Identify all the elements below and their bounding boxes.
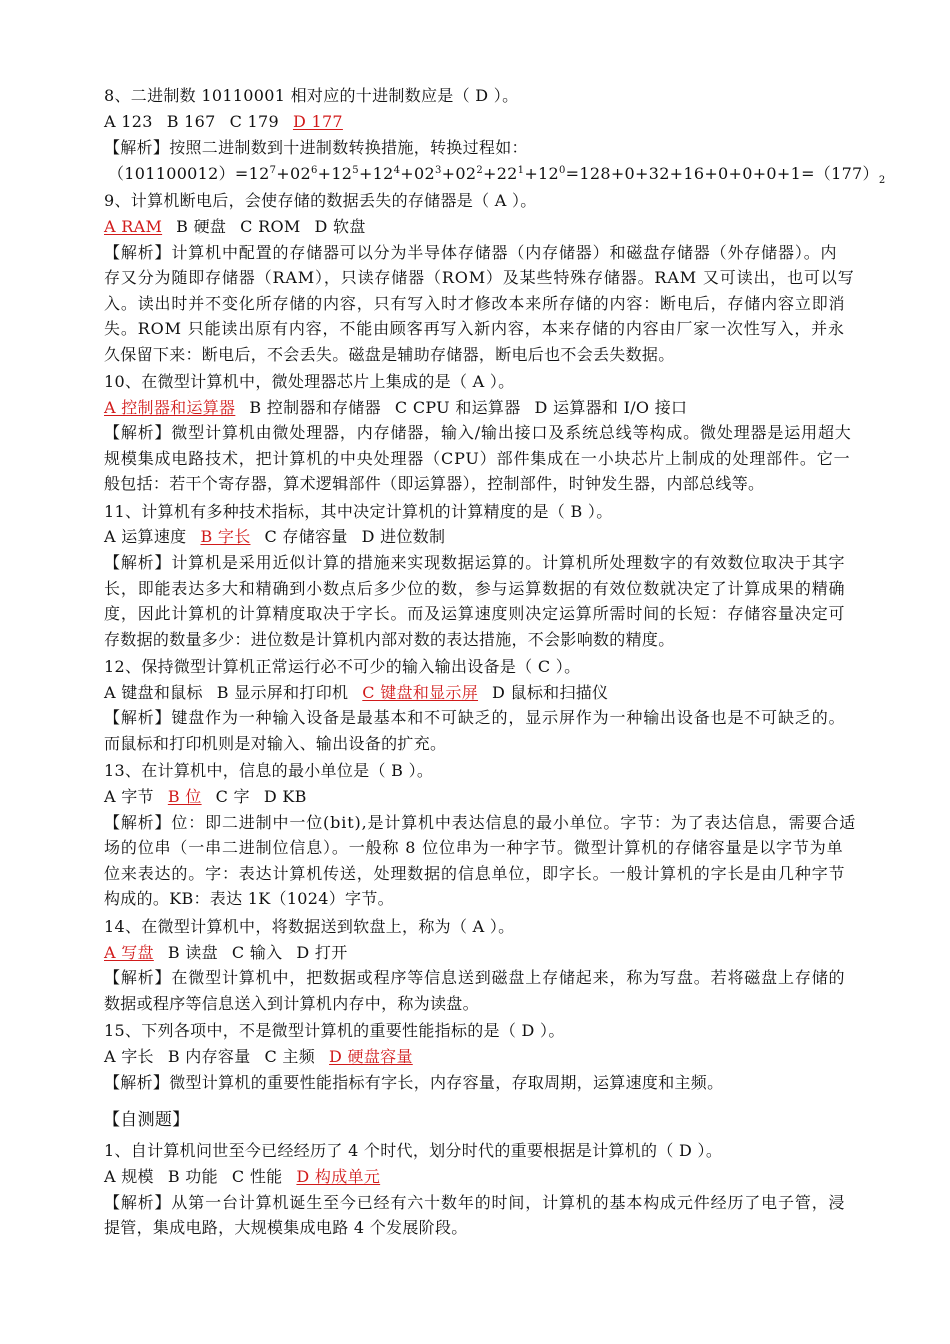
analysis-12-line: 【解析】键盘作为一种输入设备是最基本和不可缺乏的，显示屏作为一种输出设备也是不可缺乏的。 <box>104 708 846 727</box>
option-b: B 硬盘 <box>176 217 227 236</box>
analysis-9-line: 失。ROM 只能读出原有内容，不能由顾客再写入新内容，本来存储的内容由厂家一次性写入，并永 <box>104 319 845 338</box>
options-14 <box>104 943 348 963</box>
options-8 <box>104 112 343 132</box>
option-a: A 123 <box>104 112 153 131</box>
option-b: B 功能 <box>167 1167 218 1186</box>
option-a: A 运算速度 <box>104 527 187 546</box>
conversion-formula: $(101100012)=12^7+02^6+12^5+12^4+02^3+02^2+22^1+12^0=128+0+32+16+0+0+0+1=(177)_2$ <box>108 164 886 186</box>
correct-answer: A RAM <box>104 217 163 236</box>
analysis-9-line: 【解析】计算机中配置的存储器可以分为半导体存储器（内存储器）和磁盘存储器（外存储器）。内 <box>104 243 838 262</box>
analysis-9-line: 久保留下来：断电后，不会丢失。磁盘是辅助存储器，断电后也不会丢失数据。 <box>104 345 675 364</box>
option-a: A 字长 <box>104 1047 154 1066</box>
option-a: A 规模 <box>104 1167 154 1186</box>
correct-answer: D 构成单元 <box>296 1167 381 1186</box>
option-b: B 控制器和存储器 <box>249 398 381 417</box>
option-d: D KB <box>263 787 307 806</box>
option-c: C ROM <box>240 217 301 236</box>
option-c: C 主频 <box>264 1047 316 1066</box>
correct-answer: D 硬盘容量 <box>329 1047 413 1066</box>
option-d: D 鼠标和扫描仪 <box>492 683 609 702</box>
option-a: A 键盘和鼠标 <box>104 683 203 702</box>
question-12: 12、保持微型计算机正常运行必不可少的输入输出设备是（ C ）。 <box>104 657 581 676</box>
analysis-13-line: 位来表达的。字：表达计算机传送，处理数据的信息单位，即字长。一般计算机的字长是由几种字节 <box>104 864 846 883</box>
analysis-13-line: 构成的。KB：表达 1K（1024）字节。 <box>104 889 394 908</box>
question-8: 8、二进制数 10110001 相对应的十进制数应是（ D ）。 <box>104 86 519 105</box>
correct-answer: B 位 <box>167 787 202 806</box>
analysis-9-line: 入。读出时并不变化所存储的内容，只有写入时才修改本来所存储的内容：断电后，存储内容立即消 <box>104 294 846 313</box>
option-c: C CPU 和运算器 <box>394 398 521 417</box>
option-d: D 进位数制 <box>361 527 446 546</box>
self-test-question-1: 1、自计算机问世至今已经经历了 4 个时代，划分时代的重要根据是计算机的（ D ）。 <box>104 1141 723 1160</box>
question-11: 11、计算机有多种技术指标，其中决定计算机的计算精度的是（ B ）。 <box>104 502 613 521</box>
analysis-14-line: 数据或程序等信息送入到计算机内存中，称为读盘。 <box>104 994 479 1013</box>
section-heading: 【自测题】 <box>103 1110 190 1130</box>
option-c: C 输入 <box>231 943 283 962</box>
option-b: B 内存容量 <box>167 1047 251 1066</box>
question-10: 10、在微型计算机中，微处理器芯片上集成的是（ A ）。 <box>104 372 515 391</box>
option-d: D 打开 <box>296 943 348 962</box>
options-9 <box>104 217 366 237</box>
option-b: B 167 <box>166 112 216 131</box>
option-d: D 软盘 <box>314 217 366 236</box>
question-13: 13、在计算机中，信息的最小单位是（ B ）。 <box>104 761 434 780</box>
self-test-analysis-line: 提管，集成电路，大规模集成电路 4 个发展阶段。 <box>104 1218 468 1237</box>
option-a: A 字节 <box>104 787 154 806</box>
option-b: B 读盘 <box>167 943 218 962</box>
correct-answer: D 177 <box>292 112 343 131</box>
analysis-11-line: 【解析】计算机是采用近似计算的措施来实现数据运算的。计算机所处理数字的有效数位取决于其字 <box>104 553 846 572</box>
analysis-13-line: 【解析】位：即二进制中一位(bit),是计算机中表达信息的最小单位。字节：为了表达信息，需要合适 <box>104 813 857 832</box>
question-14: 14、在微型计算机中，将数据送到软盘上，称为（ A ）。 <box>104 917 515 936</box>
analysis-11-line: 度，因此计算机的计算精度取决于字长。而及运算速度则决定运算所需时间的长短：存储容量决定可 <box>104 604 846 623</box>
analysis-14-line: 【解析】在微型计算机中，把数据或程序等信息送到磁盘上存储起来，称为写盘。若将磁盘上存储的 <box>104 968 846 987</box>
self-test-analysis-line: 【解析】从第一台计算机诞生至今已经有六十数年的时间，计算机的基本构成元件经历了电子管，浸 <box>104 1193 846 1212</box>
analysis-11-line: 存数据的数量多少：进位数是计算机内部对数的表达措施，不会影响数的精度。 <box>104 630 675 649</box>
options-13 <box>104 787 307 807</box>
analysis-8: 【解析】按照二进制数到十进制数转换措施，转换过程如： <box>104 138 528 157</box>
correct-answer: A 控制器和运算器 <box>104 398 236 417</box>
analysis-13-line: 场的位串（一串二进制位信息）。一般称 8 位位串为一种字节。微型计算机的存储容量是以字节为单 <box>104 838 844 857</box>
options-12 <box>104 683 608 703</box>
option-d: D 运算器和 I/O 接口 <box>534 398 688 417</box>
correct-answer: C 键盘和显示屏 <box>362 683 479 702</box>
analysis-10-line: 规模集成电路技术，把计算机的中央处理器（CPU）部件集成在一小块芯片上制成的处理部件。它一 <box>104 449 851 468</box>
correct-answer: A 写盘 <box>104 943 154 962</box>
option-b: B 显示屏和打印机 <box>216 683 349 702</box>
question-9: 9、计算机断电后，会使存储的数据丢失的存储器是（ A ）。 <box>104 191 537 210</box>
options-11 <box>104 527 445 547</box>
analysis-10-line: 般包括：若干个寄存器，算术逻辑部件（即运算器），控制部件，时钟发生器，内部总线等。 <box>104 474 765 493</box>
option-c: C 字 <box>215 787 250 806</box>
analysis-11-line: 长，即能表达多大和精确到小数点后多少位的数，参与运算数据的有效位数就决定了计算成果的精确 <box>104 579 846 598</box>
analysis-15: 【解析】微型计算机的重要性能指标有字长，内存容量，存取周期，运算速度和主频。 <box>104 1073 724 1092</box>
question-15: 15、下列各项中，不是微型计算机的重要性能指标的是（ D ）。 <box>104 1021 565 1040</box>
analysis-10-line: 【解析】微型计算机由微处理器，内存储器，输入/输出接口及系统总线等构成。微处理器是运用超大 <box>104 423 852 442</box>
self-test-options-1 <box>104 1167 380 1187</box>
analysis-12-line: 而鼠标和打印机则是对输入、输出设备的扩充。 <box>104 734 447 753</box>
options-10 <box>104 398 687 418</box>
option-c: C 性能 <box>231 1167 283 1186</box>
option-c: C 存储容量 <box>264 527 348 546</box>
correct-answer: B 字长 <box>200 527 251 546</box>
analysis-9-line: 存又分为随即存储器（RAM），只读存储器（ROM）及某些特殊存储器。RAM 又可读出，也可以写 <box>104 268 855 287</box>
option-c: C 179 <box>229 112 279 131</box>
options-15 <box>104 1047 413 1067</box>
